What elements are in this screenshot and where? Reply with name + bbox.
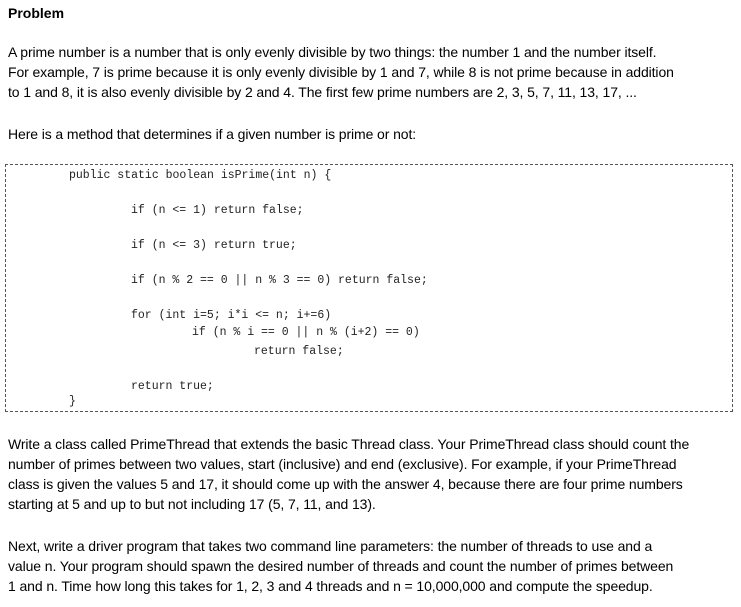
code-line: for (int i=5; i*i <= n; i+=6): [131, 309, 332, 322]
paragraph-line: Next, write a driver program that takes two command line parameters: the number of threads to use and a: [8, 538, 653, 554]
paragraph-line: number of primes between two values, start (inclusive) and end (exclusive). For example, if your PrimeThread: [8, 456, 677, 472]
paragraph-line: to 1 and 8, it is also evenly divisible by 2 and 4. The first few prime numbers are 2, 3, 5, 7, 11, 13, 17, ...: [8, 84, 637, 100]
code-line: if (n <= 3) return true;: [131, 239, 297, 252]
paragraph-line: A prime number is a number that is only evenly divisible by two things: the number 1 and the number itself.: [8, 44, 657, 60]
paragraph-line: For example, 7 is prime because it is only evenly divisible by 1 and 7, while 8 is not prime because in addition: [8, 64, 674, 80]
code-line: if (n % i == 0 || n % (i+2) == 0): [192, 326, 420, 339]
code-block: [5, 164, 733, 412]
code-line: }: [69, 395, 76, 408]
problem-heading: Problem: [8, 5, 65, 21]
primethread-task-paragraph: [8, 434, 736, 514]
paragraph-line: class is given the values 5 and 17, it should come up with the answer 4, because there are four prime numbers: [8, 476, 683, 492]
code-line: return true;: [131, 380, 214, 393]
paragraph-line: starting at 5 and up to but not including 17 (5, 7, 11, and 13).: [8, 496, 376, 512]
prime-definition-paragraph: [8, 42, 736, 102]
method-intro-paragraph: Here is a method that determines if a given number is prime or not:: [8, 126, 417, 142]
code-line: return false;: [254, 345, 344, 358]
code-line: if (n <= 1) return false;: [131, 204, 304, 217]
code-line: public static boolean isPrime(int n) {: [69, 169, 332, 182]
paragraph-line: 1 and n. Time how long this takes for 1, 2, 3 and 4 threads and n = 10,000,000 and compute the speedup.: [8, 578, 653, 594]
paragraph-line: value n. Your program should spawn the desired number of threads and count the number of primes between: [8, 558, 674, 574]
code-line: if (n % 2 == 0 || n % 3 == 0) return false;: [131, 274, 428, 287]
paragraph-line: Write a class called PrimeThread that extends the basic Thread class. Your PrimeThread class should count the: [8, 436, 690, 452]
driver-task-paragraph: [8, 536, 736, 596]
